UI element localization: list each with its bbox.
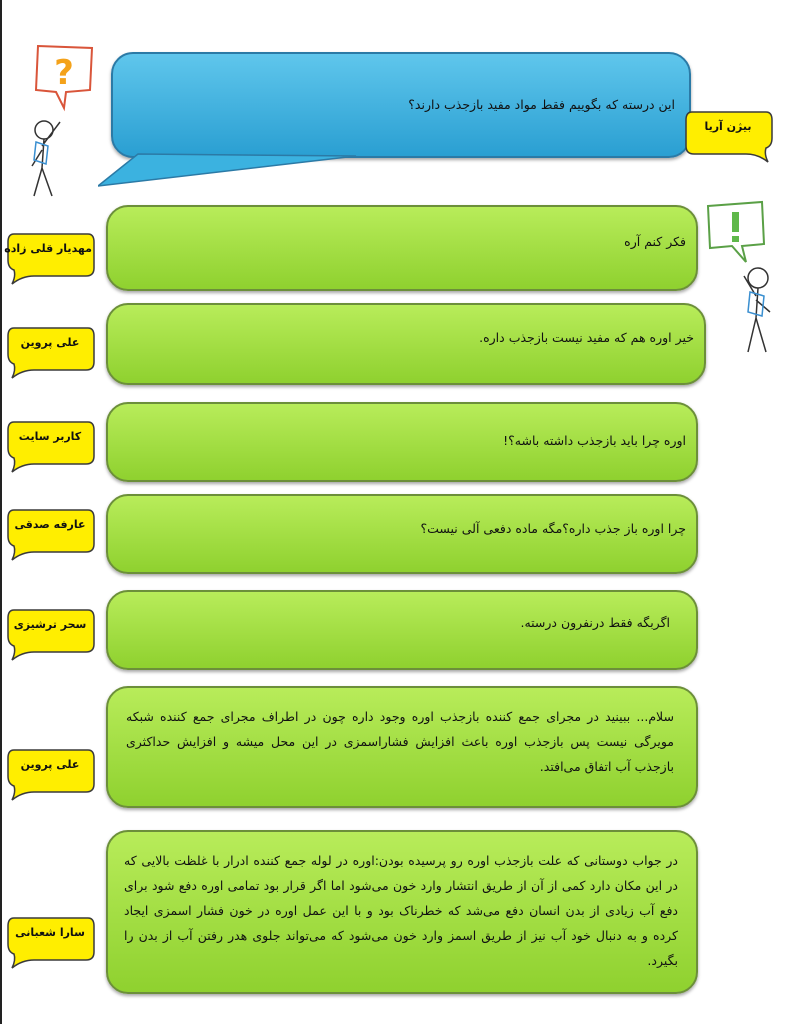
author-badge — [4, 322, 96, 380]
question-bubble — [111, 52, 691, 158]
author-name: سحر ترشیزی — [13, 618, 87, 631]
author-name: عارفه صدقی — [14, 518, 86, 531]
author-name: مهدیار قلی زاده — [4, 242, 92, 255]
author-badge — [4, 228, 96, 286]
author-badge — [4, 912, 96, 970]
author-name: علی پروین — [20, 758, 80, 771]
author-badge-question — [682, 106, 774, 164]
svg-text:?: ? — [54, 53, 74, 93]
author-badge — [4, 744, 96, 802]
question-text: این درسته که بگوییم فقط مواد مفید بازجذب دارند؟ — [408, 97, 675, 112]
reply-text: چرا اوره باز جذب داره؟مگه ماده دفعی آلی نیست؟ — [420, 521, 686, 536]
author-name: علی پروین — [20, 336, 80, 349]
reply-bubble — [106, 590, 698, 670]
author-badge — [4, 504, 96, 562]
author-badge — [4, 416, 96, 474]
exclamation-mark-figure-icon — [702, 200, 778, 358]
reply-text: اگربگه فقط درنفرون درسته. — [520, 615, 670, 630]
reply-text: سلام... ببینید در مجرای جمع کننده بازجذب اوره وجود داره چون در اطراف مجرای جمع کننده شبکه مویرگی نیست پس بازجذب اوره باعث افزایش فشاراسمزی در این محل میشه و افزایش حداکثری بازجذب آب اتفاق می‌افتد. — [126, 709, 674, 774]
author-name: بیژن آریا — [704, 120, 752, 133]
question-bubble-tail — [98, 150, 358, 190]
reply-text: فکر کنم آره — [624, 234, 686, 249]
reply-bubble — [106, 303, 706, 385]
reply-text: اوره چرا باید بازجذب داشته باشه؟! — [503, 433, 686, 448]
page-left-border — [0, 0, 2, 1024]
author-badge — [4, 604, 96, 662]
author-name: کاربر سایت — [18, 430, 82, 443]
reply-text: خیر اوره هم که مفید نیست بازجذب داره. — [479, 330, 694, 345]
reply-bubble — [106, 830, 698, 994]
question-mark-thinker-icon — [26, 42, 98, 202]
reply-text: در جواب دوستانی که علت بازجذب اوره رو پرسیده بودن:اوره در لوله جمع کننده ادرار با غلظت بالایی که در این مکان دارد کمی از آن از طریق انتشار وارد خون می‌شود اما اگر قرار بود تمامی اوره دفع شود برای دفع آب زیادی از بدن انسان دفع می‌شد که خطرناک بود و با این عمل اوره در خون فشار اسمزی ایجاد کرده و به دنبال خود آب نیز از طریق اسمز وارد خون می‌شود که می‌تواند جلوی هدر رفتن آب از بدن را بگیرد. — [124, 853, 678, 968]
author-name: سارا شعبانی — [15, 926, 85, 939]
reply-bubble — [106, 494, 698, 574]
reply-bubble — [106, 402, 698, 482]
reply-bubble — [106, 686, 698, 808]
reply-bubble — [106, 205, 698, 291]
